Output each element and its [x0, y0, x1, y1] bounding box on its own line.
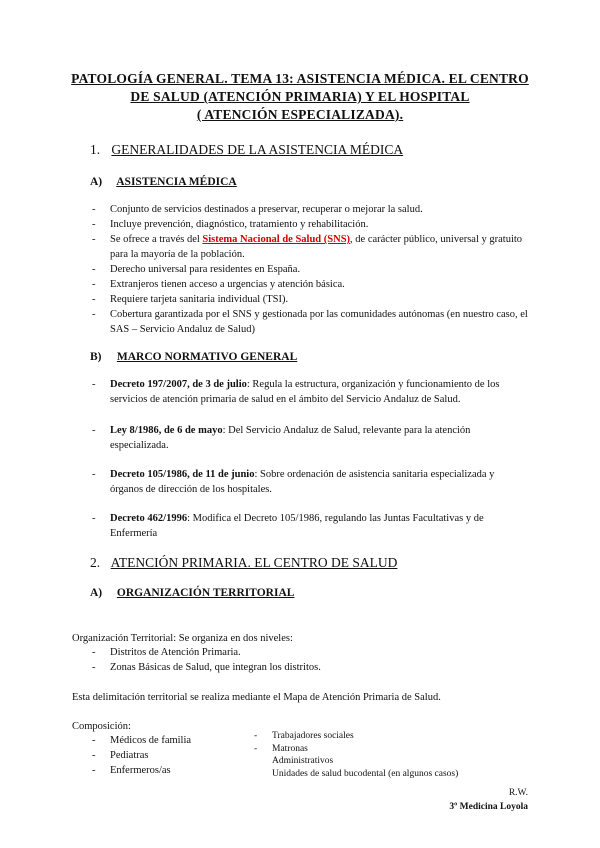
list-item: - Cobertura garantizada por el SNS y gestionada por las comunidades autónomas (en nuestro caso, el SAS – Servicio Andaluz de Salud) [90, 307, 530, 337]
list-item: - Pediatras [90, 748, 250, 763]
list-item-sns [90, 232, 530, 262]
subsection-1a-title: ASISTENCIA MÉDICA [116, 176, 237, 188]
subsection-2a-heading [90, 586, 294, 600]
composition-label: Composición: [72, 721, 131, 732]
composition-left-list [90, 733, 250, 778]
list-item: - Incluye prevención, diagnóstico, tratamiento y rehabilitación. [90, 217, 530, 232]
composition-right-list [252, 730, 512, 780]
law-item [90, 511, 530, 541]
list-item: - Distritos de Atención Primaria. [90, 645, 510, 660]
footer-course: 3º Medicina Loyola [449, 802, 528, 812]
section-2-number: 2. [90, 555, 101, 570]
subsection-1b-title: MARCO NORMATIVO GENERAL [116, 351, 298, 363]
delimitation-text: Esta delimitación territorial se realiza mediante el Mapa de Atención Primaria de Salud. [72, 692, 441, 703]
list-item: - Zonas Básicas de Salud, que integran los distritos. [90, 660, 510, 675]
subsection-1a-label: A) [90, 176, 103, 188]
list-item: Unidades de salud bucodental (en algunos casos) [272, 768, 459, 779]
list-item: - Extranjeros tienen acceso a urgencias y atención básica. [90, 277, 530, 292]
list-item: - Conjunto de servicios destinados a preservar, recuperar o mejorar la salud. [90, 202, 530, 217]
law-description: : Del Servicio Andaluz de Salud, relevante para la atención especializada. [110, 425, 471, 451]
footer [449, 786, 528, 814]
title-line-2: DE SALUD (ATENCIÓN PRIMARIA) Y EL HOSPITAL [130, 89, 470, 104]
law-description: : Sobre ordenación de asistencia sanitaria especializada y órganos de dirección de los hospitales. [110, 469, 495, 495]
sns-highlight: Sistema Nacional de Salud (SNS) [202, 234, 351, 245]
section-1-number: 1. [90, 142, 101, 157]
list-item: - Requiere tarjeta sanitaria individual (TSI). [90, 292, 530, 307]
title-line-1: PATOLOGÍA GENERAL. TEMA 13: ASISTENCIA MÉDICA. EL CENTRO [71, 71, 529, 86]
list-item: Administrativos [272, 756, 334, 766]
law-item [90, 467, 530, 497]
law-item [90, 377, 530, 407]
document-title [70, 70, 530, 124]
org-intro: Organización Territorial: Se organiza en dos niveles: [72, 633, 293, 644]
subsection-1a-heading [90, 175, 237, 189]
law-name: Ley 8/1986, de 6 de mayo [110, 425, 223, 436]
asistencia-list [90, 202, 530, 337]
law-item [90, 423, 530, 453]
law-description: : Modifica el Decreto 105/1986, regulando las Juntas Facultativas y de Enfermería [110, 513, 484, 539]
org-list [90, 645, 510, 675]
law-name: Decreto 197/2007, de 3 de julio [110, 379, 247, 390]
law-description: : Regula la estructura, organización y funcionamiento de los servicios de atención primaria de salud en el ámbito del Servicio Andaluz de Salud. [110, 379, 500, 405]
title-line-3: ( ATENCIÓN ESPECIALIZADA). [196, 107, 404, 122]
subsection-1b-label: B) [90, 351, 102, 363]
list-item: - Matronas [252, 743, 512, 756]
section-2-title: ATENCIÓN PRIMARIA. EL CENTRO DE SALUD [110, 555, 398, 570]
list-item: - Derecho universal para residentes en España. [90, 262, 530, 277]
subsection-2a-label: A) [90, 587, 103, 599]
section-1-title: GENERALIDADES DE LA ASISTENCIA MÉDICA [111, 142, 404, 157]
sns-text-before: Se ofrece a través del [110, 234, 203, 245]
subsection-2a-title: ORGANIZACIÓN TERRITORIAL [116, 587, 295, 599]
footer-initials: R.W. [508, 788, 528, 798]
sns-text-after: , de carácter público, universal y gratuito para la mayoría de la población. [110, 234, 523, 260]
section-2-heading [90, 555, 397, 571]
section-1-heading [90, 142, 403, 158]
law-name: Decreto 105/1986, de 11 de junio [110, 469, 255, 480]
list-item: - Enfermeros/as [90, 763, 250, 778]
list-item: - Trabajadores sociales [252, 730, 512, 743]
law-name: Decreto 462/1996 [110, 513, 188, 524]
subsection-1b-heading [90, 350, 297, 364]
list-item: - Médicos de familia [90, 733, 250, 748]
